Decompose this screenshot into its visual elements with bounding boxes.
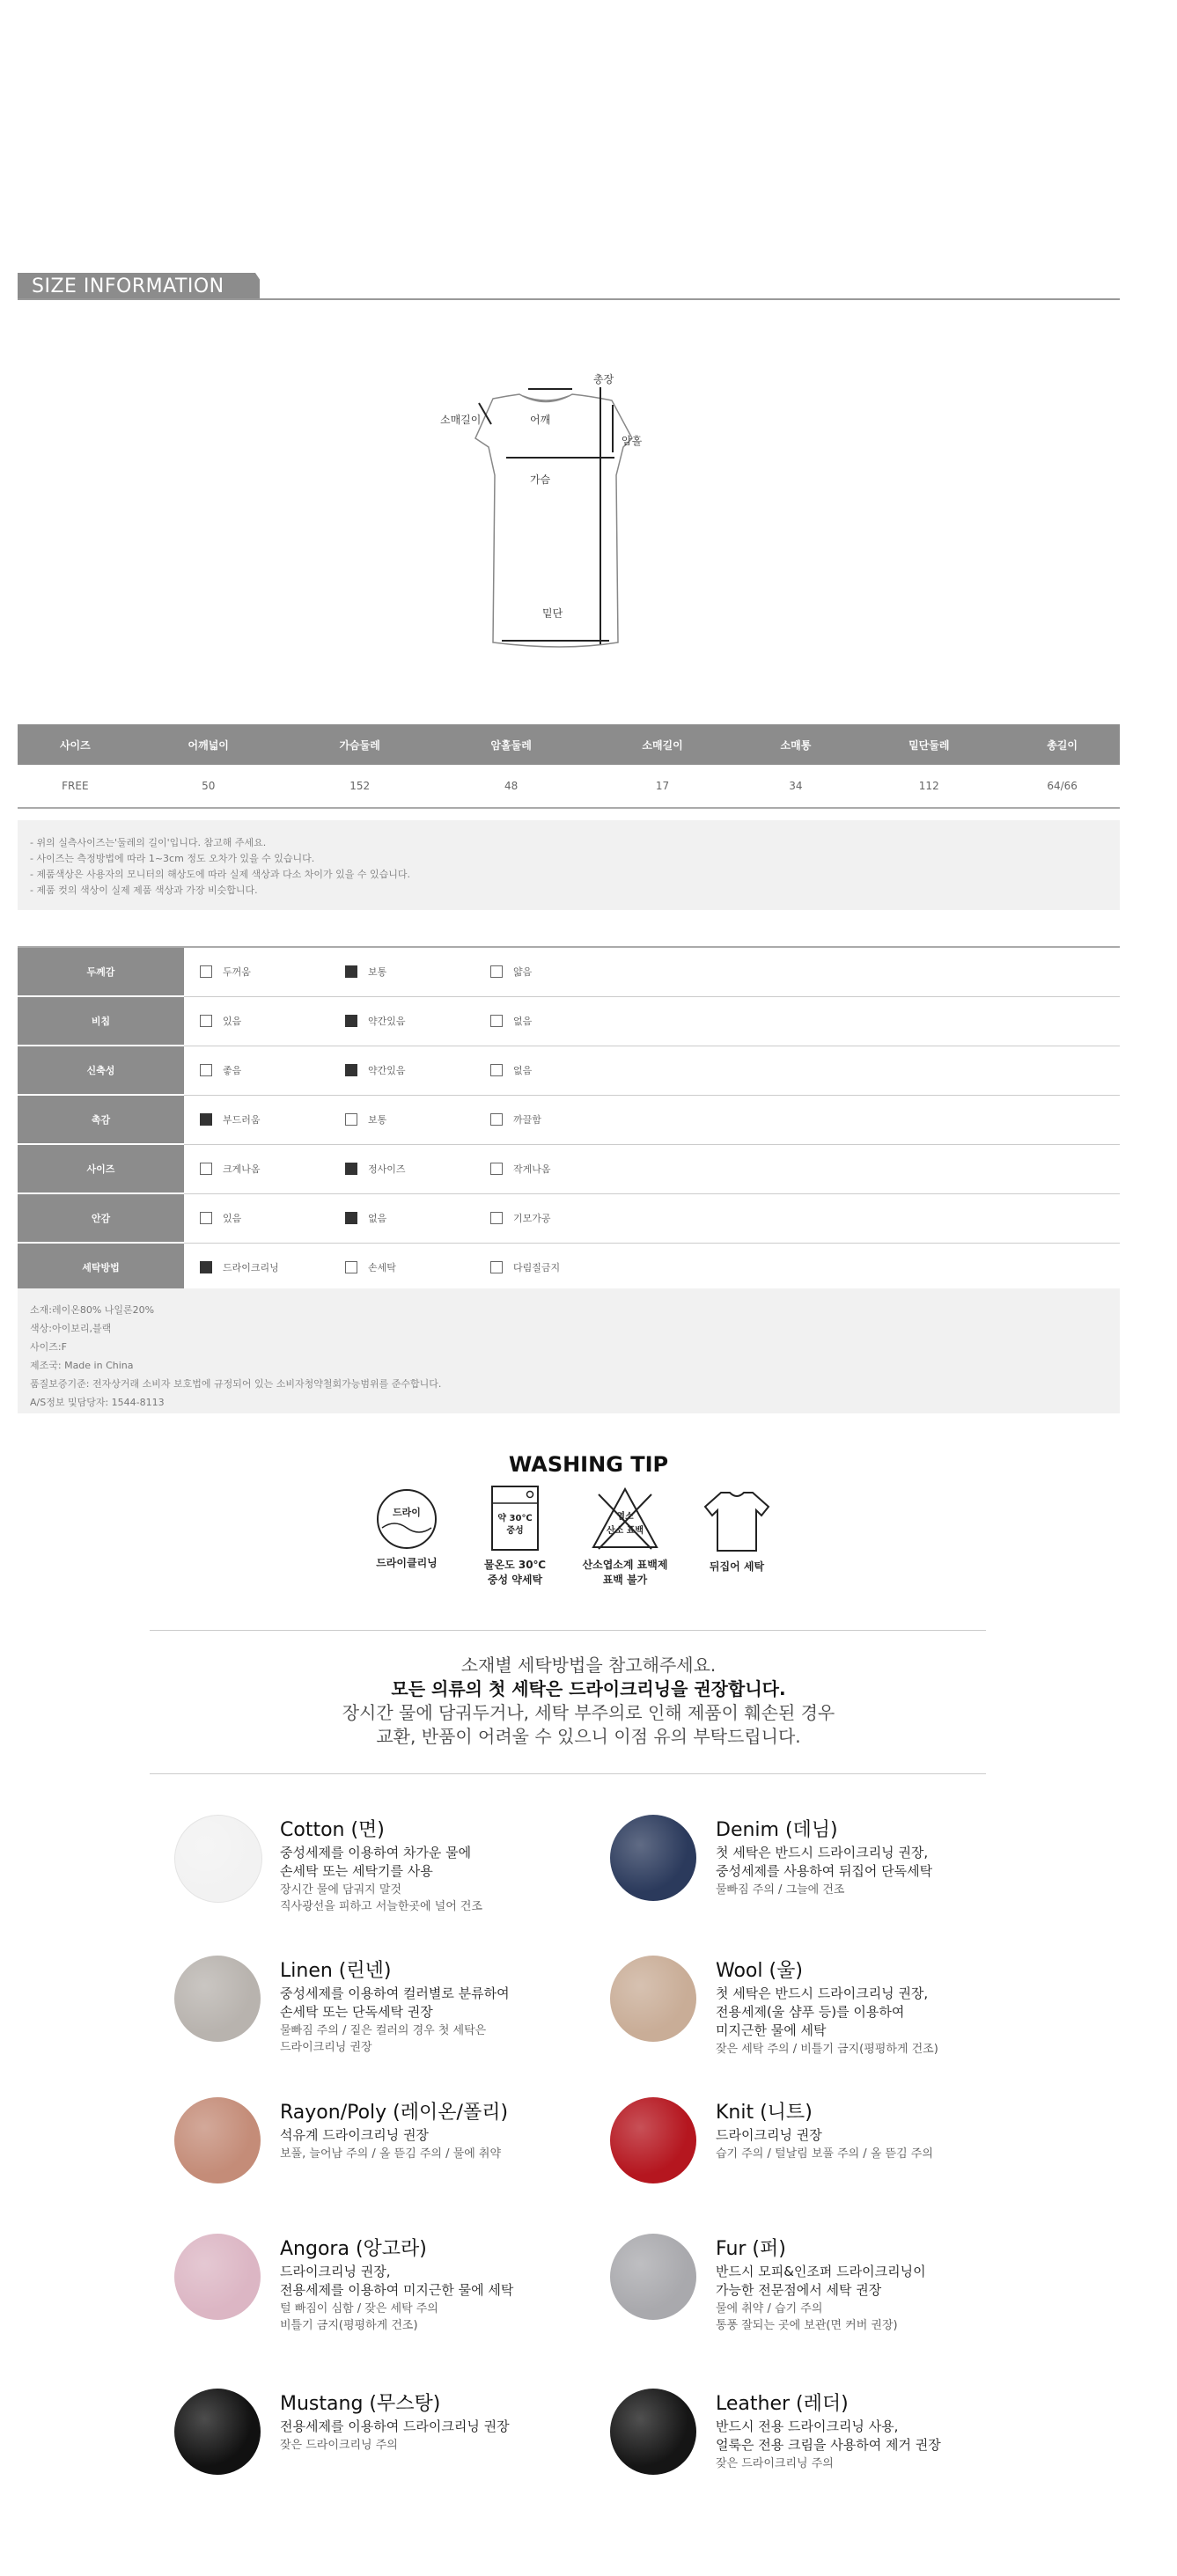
diagram-label-chest: 가슴 (530, 473, 551, 486)
material-caution-line: 습기 주의 / 털날림 보풀 주의 / 올 뜯김 주의 (716, 2147, 933, 2161)
checkbox-unchecked[interactable] (200, 1212, 212, 1224)
size-info-title: SIZE INFORMATION (32, 275, 224, 297)
table-row (18, 1193, 1120, 1243)
checkbox-label: 없음 (368, 1213, 387, 1224)
attribute-options (184, 1095, 1120, 1144)
wash-item-inside-out (693, 1486, 781, 1574)
checkbox-label: 작게나옴 (513, 1163, 551, 1175)
dry-clean-icon (373, 1486, 440, 1552)
attribute-name: 사이즈 (18, 1144, 184, 1193)
material-caution-line: 통풍 잘되는 곳에 보관(면 커버 권장) (716, 2319, 898, 2332)
size-cell: 48 (436, 765, 587, 808)
fabric-swatch-image (174, 2234, 261, 2320)
material-caution-line: 드라이크리닝 권장 (280, 2041, 372, 2054)
size-notes (18, 820, 1120, 910)
checkbox-checked[interactable] (200, 1113, 212, 1126)
size-table (18, 724, 1120, 809)
diagram-label-shoulder: 어깨 (530, 414, 551, 426)
material-care-line: 손세탁 또는 단독세탁 권장 (280, 2004, 433, 2020)
size-col-header: 소매길이 (587, 724, 739, 765)
attribute-options (184, 996, 1120, 1046)
product-info-line: 색상:아이보리,블랙 (30, 1323, 112, 1334)
material-caution-line: 털 빠짐이 심함 / 잦은 세탁 주의 (280, 2302, 438, 2315)
table-row (18, 1144, 1120, 1193)
attribute-options (184, 947, 1120, 996)
material-care-line: 얼룩은 전용 크림을 사용하여 제거 권장 (716, 2437, 941, 2453)
material-caution-line: 잦은 드라이크리닝 주의 (280, 2439, 398, 2452)
material-care-line: 드라이크리닝 권장, (280, 2264, 391, 2279)
size-col-header: 가슴둘레 (284, 724, 436, 765)
checkbox-option[interactable] (490, 1063, 532, 1077)
attribute-name: 신축성 (18, 1046, 184, 1095)
size-col-header: 밑단둘레 (853, 724, 1004, 765)
material-care-line: 반드시 전용 드라이크리닝 사용, (716, 2418, 899, 2434)
inside-out-icon (702, 1486, 772, 1556)
checkbox-option[interactable] (490, 1211, 551, 1225)
product-info-line: 소재:레이온80% 나일론20% (30, 1304, 155, 1316)
size-cell: 64/66 (1004, 765, 1120, 808)
checkbox-label: 있음 (223, 1213, 242, 1224)
checkbox-unchecked[interactable] (490, 1163, 503, 1175)
material-title: Angora (앙고라) (280, 2238, 427, 2260)
note-line: - 제품 컷의 색상이 실제 제품 색상과 가장 비슷합니다. (30, 884, 258, 896)
attribute-options (184, 1144, 1120, 1193)
checkbox-label: 손세탁 (368, 1261, 396, 1273)
checkbox-label: 보통 (368, 966, 387, 979)
checkbox-option[interactable] (490, 965, 532, 979)
checkbox-option[interactable] (345, 1112, 386, 1127)
material-caution-line: 물빠짐 주의 / 짙은 컬러의 경우 첫 세탁은 (280, 2024, 487, 2037)
wash-item-dry-clean (363, 1486, 451, 1570)
material-title: Cotton (면) (280, 1819, 385, 1841)
notice-line-3: 장시간 물에 담궈두거나, 세탁 부주의로 인해 제품이 훼손된 경우 (342, 1702, 835, 1723)
wash-label: 뒤집어 세탁 (709, 1560, 765, 1573)
size-cell: 17 (587, 765, 739, 808)
checkbox-unchecked[interactable] (200, 1015, 212, 1027)
tshirt-size-diagram (431, 370, 695, 660)
wash-label: 드라이클리닝 (376, 1557, 438, 1569)
product-info-line: 제조국: Made in China (30, 1360, 134, 1371)
material-care-line: 전용세제를 이용하여 드라이크리닝 권장 (280, 2418, 510, 2434)
material-care-line: 가능한 전문점에서 세탁 권장 (716, 2282, 882, 2298)
attribute-name: 두께감 (18, 947, 184, 996)
material-caution-line: 잦은 드라이크리닝 주의 (716, 2457, 834, 2470)
material-care-line: 드라이크리닝 권장 (716, 2127, 822, 2143)
checkbox-label: 약간있음 (368, 1016, 406, 1027)
dry-clean-icon-text: 드라이 (393, 1507, 421, 1518)
divider (18, 298, 1120, 300)
checkbox-option[interactable] (200, 1260, 279, 1274)
table-row (18, 1046, 1120, 1095)
material-item (610, 2389, 1050, 2512)
checkbox-unchecked[interactable] (490, 1212, 503, 1224)
washing-tip-title: WASHING TIP (508, 1452, 669, 1477)
table-row (18, 996, 1120, 1046)
diagram-label-hem: 밑단 (542, 607, 563, 620)
table-row (18, 947, 1120, 996)
material-item (174, 1956, 614, 2079)
material-care-line: 중성세제를 사용하여 뒤집어 단독세탁 (716, 1863, 933, 1879)
attribute-name: 비침 (18, 996, 184, 1046)
checkbox-unchecked[interactable] (200, 1064, 212, 1076)
checkbox-option[interactable] (345, 1211, 386, 1225)
checkbox-label: 없음 (513, 1065, 533, 1076)
material-title: Fur (퍼) (716, 2238, 786, 2260)
no-bleach-icon (590, 1484, 660, 1554)
material-care-line: 첫 세탁은 반드시 드라이크리닝 권장, (716, 1985, 929, 2001)
checkbox-unchecked[interactable] (200, 965, 212, 978)
size-cell: 152 (284, 765, 436, 808)
size-col-header: 총길이 (1004, 724, 1120, 765)
table-row (18, 1095, 1120, 1144)
material-item (610, 2234, 1050, 2357)
checkbox-checked[interactable] (345, 1064, 357, 1076)
wash-label: 중성 약세탁 (487, 1574, 543, 1586)
diagram-label-sleeve-length: 소매길이 (440, 414, 482, 426)
checkbox-label: 크게나옴 (223, 1163, 261, 1175)
checkbox-unchecked[interactable] (490, 1015, 503, 1027)
material-care-line: 전용세제(울 샴푸 등)를 이용하여 (716, 2004, 905, 2020)
diagram-label-length: 총장 (593, 373, 614, 385)
checkbox-option[interactable] (200, 1112, 261, 1127)
notice-line-2: 모든 의류의 첫 세탁은 드라이크리닝을 권장합니다. (391, 1678, 786, 1699)
checkbox-option[interactable] (200, 1014, 241, 1028)
material-caution-line: 장시간 물에 담궈지 말것 (280, 1883, 401, 1897)
checkbox-label: 좋음 (223, 1065, 242, 1076)
checkbox-label: 두꺼움 (223, 966, 251, 979)
material-care-line: 중성세제를 이용하여 차가운 물에 (280, 1845, 472, 1860)
checkbox-option[interactable] (490, 1014, 532, 1028)
notice-line-4: 교환, 반품이 어려울 수 있으니 이점 유의 부탁드립니다. (376, 1726, 801, 1747)
fabric-swatch-image (610, 2097, 696, 2183)
checkbox-checked[interactable] (345, 1212, 357, 1224)
material-caution-line: 잦은 세탁 주의 / 비틀기 금지(평평하게 건조) (716, 2043, 938, 2056)
material-care-line: 첫 세탁은 반드시 드라이크리닝 권장, (716, 1845, 929, 1860)
fabric-swatch-image (174, 2097, 261, 2183)
checkbox-option[interactable] (345, 965, 386, 979)
material-care-line: 석유계 드라이크리닝 권장 (280, 2127, 429, 2143)
checkbox-label: 정사이즈 (368, 1163, 406, 1175)
note-line: - 위의 실측사이즈는'둘레의 길이'입니다. 참고해 주세요. (30, 837, 267, 848)
product-info (18, 1288, 1120, 1413)
material-title: Denim (데님) (716, 1819, 838, 1841)
checkbox-option[interactable] (345, 1162, 406, 1176)
material-care-line: 반드시 모피&인조퍼 드라이크리닝이 (716, 2264, 926, 2279)
size-cell: 34 (739, 765, 854, 808)
wash-30-icon-text-1: 약 30℃ (497, 1514, 533, 1523)
note-line: - 사이즈는 측정방법에 따라 1~3cm 정도 오차가 있을 수 있습니다. (30, 853, 315, 864)
checkbox-checked[interactable] (345, 965, 357, 978)
fabric-swatch-image (174, 1815, 262, 1903)
fabric-swatch-image (174, 1956, 261, 2042)
material-caution-line: 물빠짐 주의 / 그늘에 건조 (716, 1883, 845, 1897)
attribute-name: 안감 (18, 1193, 184, 1243)
checkbox-unchecked[interactable] (200, 1163, 212, 1175)
material-item (610, 1956, 1050, 2079)
wash-item-30c (471, 1484, 559, 1587)
checkbox-checked[interactable] (200, 1261, 212, 1273)
checkbox-option[interactable] (200, 1063, 241, 1077)
material-title: Wool (울) (716, 1960, 803, 1982)
material-title: Rayon/Poly (레이온/폴리) (280, 2102, 509, 2124)
checkbox-unchecked[interactable] (345, 1113, 357, 1126)
size-col-header: 사이즈 (18, 724, 133, 765)
material-item (610, 1815, 1050, 1938)
fabric-swatch-image (610, 2389, 696, 2475)
material-caution-line: 물에 취약 / 습기 주의 (716, 2302, 823, 2315)
material-care-line: 손세탁 또는 세탁기를 사용 (280, 1863, 433, 1879)
checkbox-unchecked[interactable] (490, 1064, 503, 1076)
material-item (174, 2234, 614, 2357)
size-col-header: 암홀둘레 (436, 724, 587, 765)
attribute-options (184, 1046, 1120, 1095)
size-col-header: 어깨넓이 (133, 724, 284, 765)
material-item (174, 2097, 614, 2220)
no-bleach-icon-text-1: 염소 (616, 1512, 634, 1522)
table-row (18, 1243, 1120, 1292)
attribute-options (184, 1193, 1120, 1243)
wash-label: 표백 불가 (602, 1574, 648, 1586)
fabric-swatch-image (610, 1956, 696, 2042)
checkbox-option[interactable] (490, 1112, 541, 1127)
wash-label: 물온도 30℃ (483, 1559, 547, 1571)
material-title: Linen (린넨) (280, 1960, 392, 1982)
material-caution-line: 비틀기 금지(평평하게 건조) (280, 2319, 418, 2332)
size-cell: FREE (18, 765, 133, 808)
material-care-line: 중성세제를 이용하여 컬러별로 분류하여 (280, 1985, 510, 2001)
attribute-table (18, 946, 1120, 1293)
material-caution-line: 직사광선을 피하고 서늘한곳에 널어 건조 (280, 1900, 483, 1913)
size-cell: 50 (133, 765, 284, 808)
wash-label: 산소엽소계 표백제 (582, 1559, 668, 1571)
checkbox-option[interactable] (200, 1162, 261, 1176)
checkbox-label: 드라이크리닝 (223, 1261, 279, 1273)
checkbox-unchecked[interactable] (345, 1261, 357, 1273)
attribute-options (184, 1243, 1120, 1292)
checkbox-label: 부드러움 (223, 1114, 261, 1126)
checkbox-checked[interactable] (345, 1163, 357, 1175)
checkbox-label: 기모가공 (513, 1213, 551, 1224)
checkbox-label: 얇음 (513, 966, 533, 979)
fabric-swatch-image (610, 2234, 696, 2320)
material-item (610, 2097, 1050, 2220)
product-info-line: A/S정보 및담당자: 1544-8113 (30, 1397, 165, 1408)
material-title: Mustang (무스탕) (280, 2393, 441, 2415)
material-title: Knit (니트) (716, 2102, 813, 2124)
wash-30-icon (482, 1484, 548, 1554)
checkbox-option[interactable] (490, 1162, 551, 1176)
fabric-swatch-image (174, 2389, 261, 2475)
wash-item-no-bleach (572, 1484, 678, 1587)
checkbox-option[interactable] (490, 1260, 560, 1274)
checkbox-unchecked[interactable] (490, 1261, 503, 1273)
material-caution-line: 보풀, 늘어남 주의 / 올 뜯김 주의 / 물에 취약 (280, 2147, 502, 2161)
table-row (18, 765, 1120, 808)
checkbox-label: 있음 (223, 1016, 242, 1027)
size-table-header-row (18, 724, 1120, 765)
size-col-header: 소매통 (739, 724, 854, 765)
divider (150, 1773, 986, 1774)
material-item (174, 2389, 614, 2512)
checkbox-option[interactable] (345, 1014, 406, 1028)
product-info-line: 품질보증기준: 전자상거래 소비자 보호법에 규정되어 있는 소비자청약철회가능범위를 준수합니다. (30, 1378, 442, 1390)
checkbox-unchecked[interactable] (490, 1113, 503, 1126)
note-line: - 제품색상은 사용자의 모니터의 해상도에 따라 실제 색상과 다소 차이가 있을 수 있습니다. (30, 869, 410, 880)
diagram-label-armhole: 암홀 (622, 435, 643, 447)
checkbox-option[interactable] (345, 1260, 396, 1274)
checkbox-label: 약간있음 (368, 1065, 406, 1076)
material-title: Leather (레더) (716, 2393, 849, 2415)
size-cell: 112 (853, 765, 1004, 808)
checkbox-label: 다림질금지 (513, 1261, 561, 1273)
attribute-name: 세탁방법 (18, 1243, 184, 1292)
divider (150, 1630, 986, 1631)
no-bleach-icon-text-2: 산소 표백 (606, 1526, 644, 1536)
fabric-swatch-image (610, 1815, 696, 1901)
wash-30-icon-text-2: 중성 (506, 1526, 524, 1536)
checkbox-checked[interactable] (345, 1015, 357, 1027)
material-care-line: 미지근한 물에 세탁 (716, 2022, 827, 2038)
material-item (174, 1815, 614, 1938)
checkbox-unchecked[interactable] (490, 965, 503, 978)
notice-line-1: 소재별 세탁방법을 참고해주세요. (460, 1655, 717, 1676)
checkbox-option[interactable] (345, 1063, 406, 1077)
product-info-line: 사이즈:F (30, 1341, 67, 1353)
checkbox-option[interactable] (200, 965, 251, 979)
attribute-name: 촉감 (18, 1095, 184, 1144)
checkbox-label: 보통 (368, 1114, 387, 1126)
checkbox-option[interactable] (200, 1211, 241, 1225)
checkbox-label: 없음 (513, 1016, 533, 1027)
checkbox-label: 까끌함 (513, 1114, 541, 1126)
material-care-line: 전용세제를 이용하여 미지근한 물에 세탁 (280, 2282, 514, 2298)
